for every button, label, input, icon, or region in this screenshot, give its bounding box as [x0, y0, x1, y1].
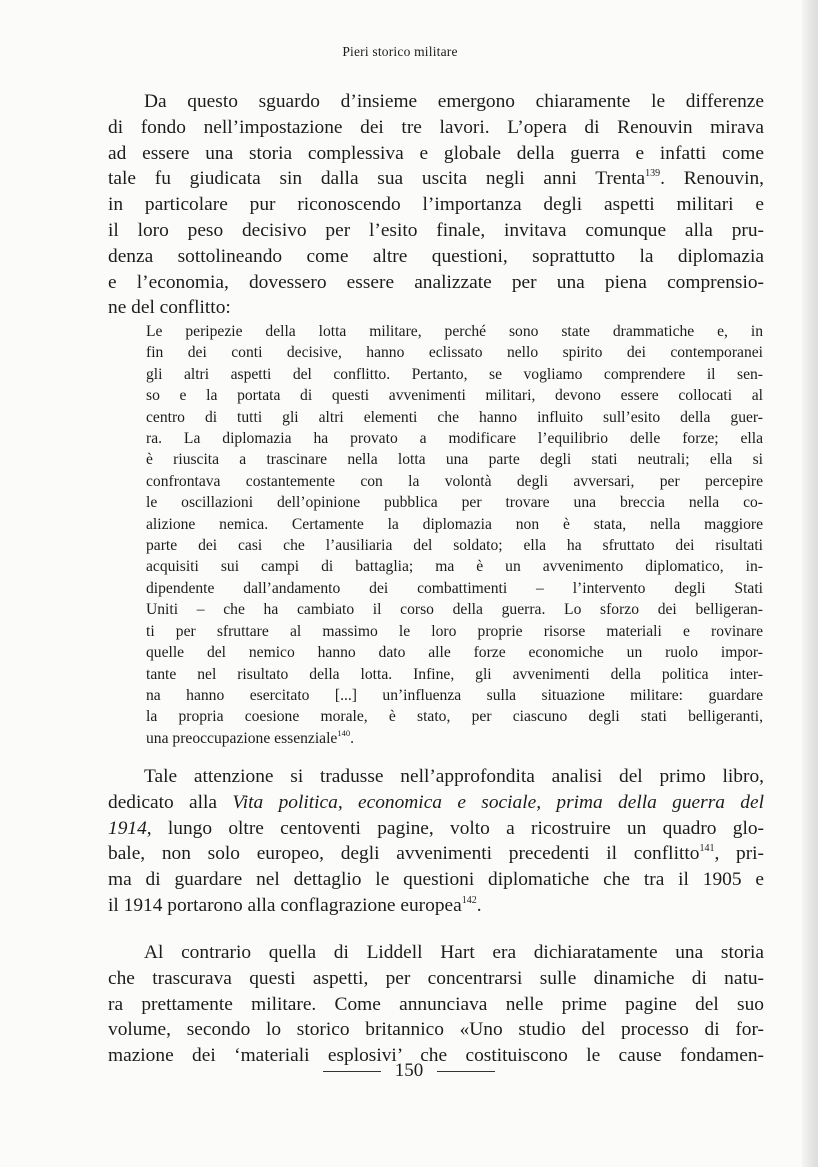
text-line: volume, secondo lo storico britannico «Uno studio del processo di for- [108, 1019, 764, 1041]
text-line: Da questo sguardo d’insieme emergono chiaramente le differenze [144, 91, 764, 112]
paragraph-2 [108, 764, 764, 919]
quote-line: le oscillazioni dell’opinione pubblica per trovare una breccia nella co- [146, 494, 763, 512]
footnote-ref: 141 [699, 843, 715, 855]
text-line: il 1914 portarono alla conflagrazione europea$^{142}$. [108, 894, 482, 916]
text-line: ad essere una storia complessiva e globale della guerra e infatti come [108, 142, 764, 164]
quote-line: confrontava costantemente con la volontà degli avversari, per percepire [146, 472, 763, 490]
quote-line: ra. La diplomazia ha provato a modificare l’equilibrio delle forze; ella [146, 430, 763, 448]
book-title: Vita politica, economica e sociale, prima della guerra del [232, 791, 764, 813]
page-edge-shadow [802, 0, 818, 1167]
text-line: dedicato alla Vita politica, economica e sociale, prima della guerra del [108, 791, 764, 813]
quote-line: la propria coesione morale, è stato, per ciascuno degli stati belligeranti, [146, 708, 763, 726]
quote-line: centro di tutti gli altri elementi che hanno influito sull’esito della guer- [146, 408, 763, 426]
footer-rule-left [323, 1071, 381, 1072]
text-line: Al contrario quella di Liddell Hart era dichiaratamente una storia [144, 942, 764, 963]
running-head: Pieri storico militare [342, 44, 458, 59]
quote-line: tante nel risultato della lotta. Infine, gli avvenimenti della politica inter- [146, 665, 763, 683]
quote-line: alizione nemica. Certamente la diplomazia non è stata, nella maggiore [146, 515, 763, 533]
quote-line: una preoccupazione essenziale$^{140}$. [146, 727, 355, 747]
text-line: ma di guardare nel dettaglio le questioni diplomatiche che tra il 1905 e [108, 869, 764, 891]
quote-line: parte dei casi che l’ausiliaria del soldato; ella ha sfruttato dei risultati [146, 537, 763, 555]
text-line: e l’economia, dovessero essere analizzate per una piena comprensio- [108, 271, 764, 293]
text-line: mazione dei ‘materiali esplosivi’ che costituiscono le cause fondamen- [108, 1045, 764, 1067]
text-line: ra prettamente militare. Come annunciava nelle prime pagine del suo [108, 993, 764, 1015]
quote-line: Le peripezie della lotta militare, perché sono state drammatiche e, in [146, 323, 763, 340]
quote-line: quelle del nemico hanno dato alle forze economiche un ruolo impor- [146, 644, 763, 662]
quote-line: na hanno esercitato [...] un’influenza sulla situazione militare: guardare [146, 686, 763, 704]
text-line: Tale attenzione si tradusse nell’approfondita analisi del primo libro, [144, 766, 764, 787]
quote-line: ti per sfruttare al massimo le loro proprie risorse materiali e rovinare [146, 622, 763, 640]
text-line: tale fu giudicata sin dalla sua uscita negli anni Trenta$^{139}$. Renouvin, [108, 168, 764, 190]
text-line: denza sottolineando come altre questioni, soprattutto la diplomazia [108, 245, 764, 267]
quote-line: Uniti – che ha cambiato il corso della guerra. Lo sforzo dei belligeran- [146, 601, 763, 619]
quote-line: dipendente dall’andamento dei combattimenti – l’intervento degli Stati [146, 579, 763, 597]
paragraph-3 [108, 940, 764, 1069]
text-line: 1914, lungo oltre centoventi pagine, volto a ricostruire un quadro glo- [108, 817, 764, 839]
footnote-ref: 142 [461, 894, 477, 906]
quote-line: acquisiti sui campi di battaglia; ma è un avvenimento diplomatico, in- [146, 558, 763, 576]
page-footer [0, 1060, 818, 1082]
paragraph-1 [108, 89, 764, 321]
block-quote [146, 321, 763, 749]
text-line: bale, non solo europeo, degli avvenimenti precedenti il conflitto$^{141}$, pri- [108, 843, 764, 865]
quote-line: è riuscita a trascinare nella lotta una parte degli stati neutrali; ella si [146, 451, 763, 469]
footnote-ref: 139 [645, 168, 661, 180]
text-line: il loro peso decisivo per l’esito finale, invitava comunque alla pru- [108, 219, 764, 241]
book-title-year: 1914 [108, 817, 147, 839]
footnote-ref: 140 [337, 727, 351, 738]
page-number: 150 [394, 1060, 424, 1081]
quote-line: gli altri aspetti del conflitto. Pertanto, se vogliamo comprendere il sen- [146, 365, 763, 383]
quote-line: fin dei conti decisive, hanno eclissato nello spirito dei contemporanei [146, 344, 763, 362]
footer-rule-right [437, 1071, 495, 1072]
text-line: ne del conflitto: [108, 297, 231, 319]
text-line: in particolare pur riconoscendo l’importanza degli aspetti militari e [108, 194, 764, 216]
quote-line: so e la portata di questi avvenimenti militari, devono essere collocati al [146, 387, 763, 405]
text-line: che trascurava questi aspetti, per concentrarsi sulle dinamiche di natu- [108, 967, 764, 989]
text-line: di fondo nell’impostazione dei tre lavori. L’opera di Renouvin mirava [108, 116, 764, 138]
